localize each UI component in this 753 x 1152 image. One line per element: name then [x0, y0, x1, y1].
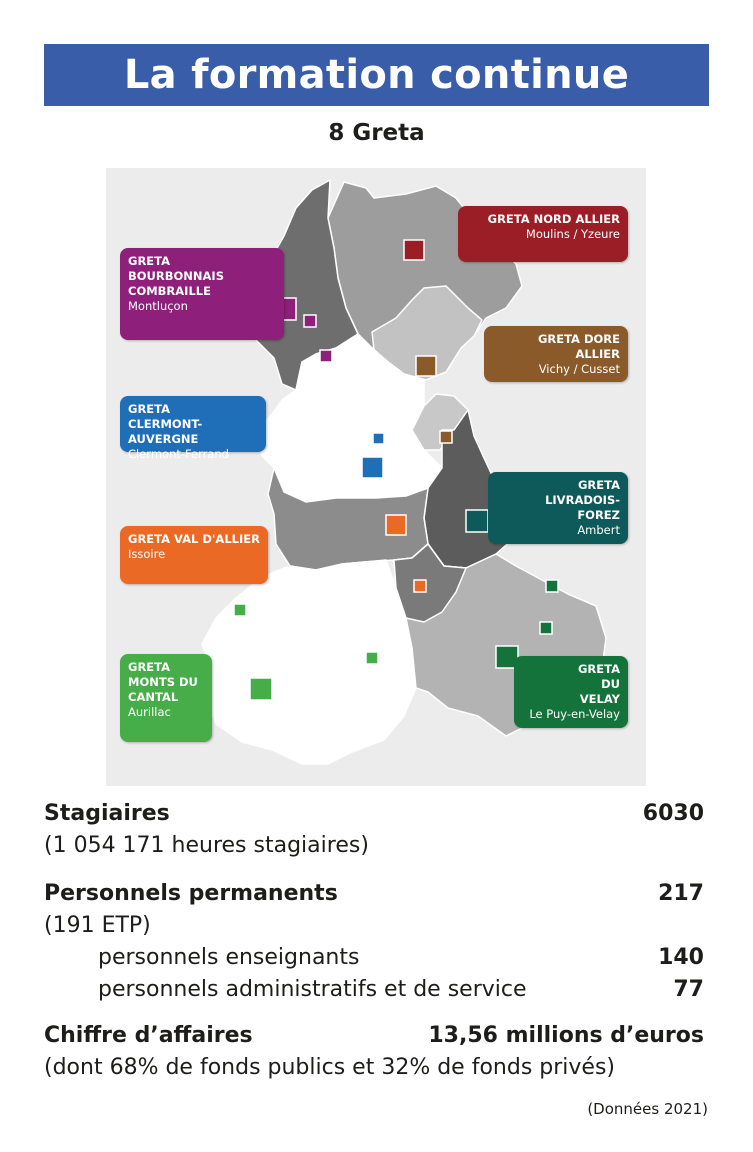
label-greta-bourbonnais: GRETA BOURBONNAIS COMBRAILLE Montluçon	[120, 248, 284, 340]
label-greta-du-velay: GRETA DU VELAY Le Puy-en-Velay	[514, 656, 628, 728]
subtitle: 8 Greta	[328, 120, 425, 146]
personnels-note: (191 ETP)	[44, 913, 151, 938]
office-ambert	[466, 510, 488, 532]
office-cantal-2	[366, 652, 378, 664]
chiffre-affaires-value: 13,56 millions d’euros	[428, 1023, 704, 1048]
label-greta-clermont: GRETA CLERMONT-AUVERGNE Clermont-Ferrand	[120, 396, 266, 452]
stagiaires-block	[44, 798, 704, 862]
personnels-value: 217	[658, 881, 704, 906]
label-greta-val-allier: GRETA VAL D'ALLIER Issoire	[120, 526, 268, 584]
enseignants-row	[44, 942, 704, 974]
enseignants-label: personnels enseignants	[98, 945, 360, 970]
stagiaires-note: (1 054 171 heures stagiaires)	[44, 833, 369, 858]
admin-value: 77	[673, 977, 704, 1002]
chiffre-affaires-note: (dont 68% de fonds publics et 32% de fonds privés)	[44, 1055, 616, 1080]
office-clermont	[362, 457, 383, 478]
office-brioude	[414, 580, 426, 592]
admin-row	[44, 974, 704, 1006]
stagiaires-label: Stagiaires	[44, 801, 170, 826]
page-title: La formation continue	[123, 52, 630, 98]
office-issoire	[386, 515, 406, 535]
personnels-block	[44, 878, 704, 1006]
stagiaires-row	[44, 798, 704, 830]
office-moulins	[404, 240, 424, 260]
label-greta-monts-du-cantal: GRETA MONTS DU CANTAL Aurillac	[120, 654, 212, 742]
stagiaires-value: 6030	[642, 801, 704, 826]
enseignants-value: 140	[658, 945, 704, 970]
label-greta-livradois: GRETA LIVRADOIS-FOREZ Ambert	[488, 472, 628, 544]
office-cantal-1	[234, 604, 246, 616]
chiffre-affaires-row	[44, 1020, 704, 1052]
office-thiers	[440, 431, 452, 443]
admin-label: personnels administratifs et de service	[98, 977, 527, 1002]
title-banner	[44, 44, 709, 106]
chiffre-affaires-label: Chiffre d’affaires	[44, 1023, 253, 1048]
chiffre-affaires-block	[44, 1020, 704, 1084]
personnels-label: Personnels permanents	[44, 881, 338, 906]
office-vichy	[416, 356, 436, 376]
footnote: (Données 2021)	[587, 1100, 708, 1118]
office-bourbonnais-3	[320, 350, 332, 362]
office-aurillac	[250, 678, 272, 700]
greta-map	[106, 168, 646, 786]
personnels-row	[44, 878, 704, 910]
office-clermont-small	[373, 433, 384, 444]
office-bourbonnais-2	[304, 315, 316, 327]
label-greta-nord-allier: GRETA NORD ALLIER Moulins / Yzeure	[458, 206, 628, 262]
office-velay-2	[540, 622, 552, 634]
label-greta-dore-allier: GRETA DORE ALLIER Vichy / Cusset	[484, 326, 628, 382]
office-velay-1	[546, 580, 558, 592]
